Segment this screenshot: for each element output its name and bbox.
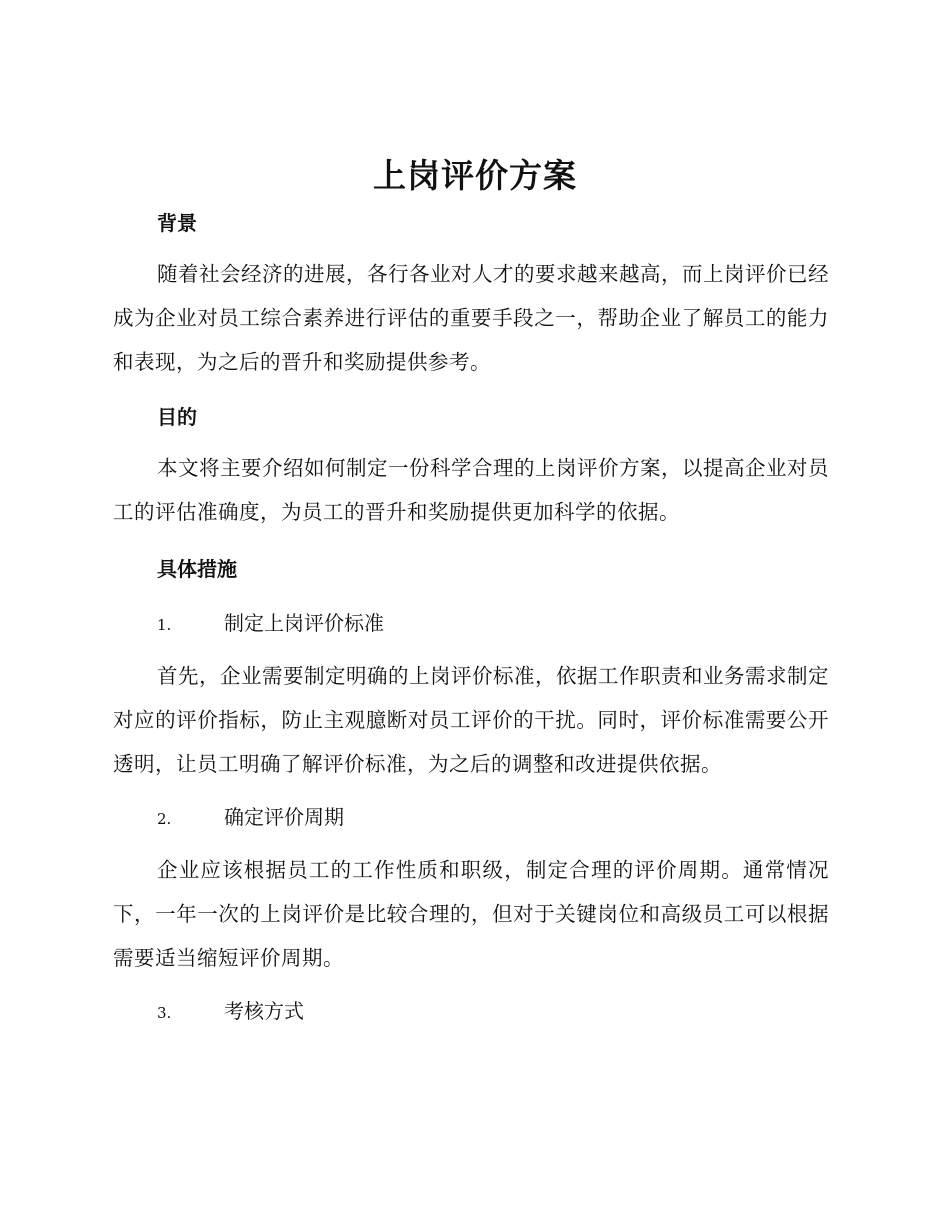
section-heading-background: 背景	[157, 211, 197, 235]
list-item	[157, 801, 344, 830]
list-item-label: 考核方式	[224, 999, 304, 1023]
list-item	[157, 995, 304, 1024]
list-item	[157, 607, 384, 636]
background-paragraph: 随着社会经济的进展，各行各业对人才的要求越来越高，而上岗评价已经成为企业对员工综合素养进行评估的重要手段之一，帮助企业了解员工的能力和表现，为之后的晋升和奖励提供参考。	[113, 262, 829, 374]
measure-1-paragraph: 首先，企业需要制定明确的上岗评价标准，依据工作职责和业务需求制定对应的评价指标，防止主观臆断对员工评价的干扰。同时，评价标准需要公开透明，让员工明确了解评价标准，为之后的调整和改进提供依据。	[113, 664, 829, 776]
list-item-number: 2.	[157, 810, 172, 828]
list-item-number: 3.	[157, 1004, 172, 1022]
measure-2-paragraph: 企业应该根据员工的工作性质和职级，制定合理的评价周期。通常情况下，一年一次的上岗评价是比较合理的，但对于关键岗位和高级员工可以根据需要适当缩短评价周期。	[113, 858, 829, 970]
section-heading-measures: 具体措施	[157, 557, 237, 581]
document-title: 上岗评价方案	[373, 156, 577, 195]
list-item-number: 1.	[157, 616, 172, 634]
list-item-label: 制定上岗评价标准	[224, 611, 384, 635]
purpose-paragraph: 本文将主要介绍如何制定一份科学合理的上岗评价方案，以提高企业对员工的评估准确度，为员工的晋升和奖励提供更加科学的依据。	[113, 456, 829, 524]
section-heading-purpose: 目的	[157, 405, 197, 429]
list-item-label: 确定评价周期	[224, 805, 344, 829]
